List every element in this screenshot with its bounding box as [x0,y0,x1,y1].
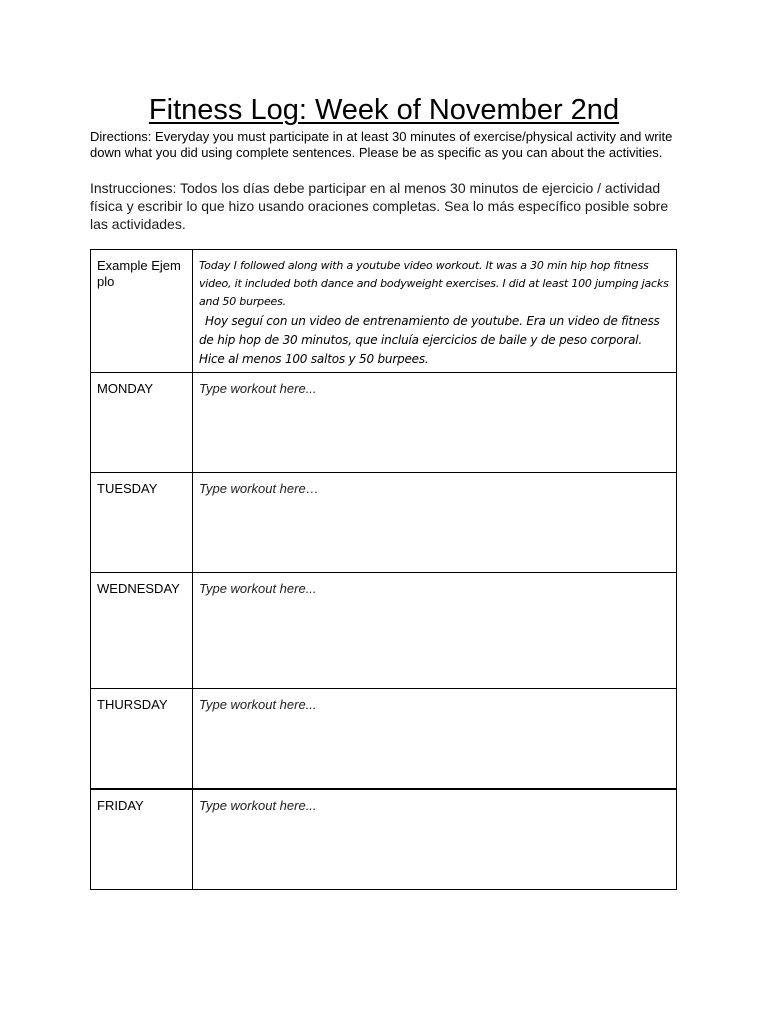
directions-spanish: Instrucciones: Todos los días debe participar en al menos 30 minutos de ejercicio / actividad física y escribir lo que hizo usando oraciones completas. Sea lo más específico posible sobre las actividades. [90,180,669,232]
workout-text-wednesday[interactable]: Type workout here... [199,581,317,596]
day-cell [91,573,193,689]
day-label-tuesday: TUESDAY [97,481,158,496]
table-row-wednesday [91,573,677,689]
workout-entry-monday[interactable] [193,373,677,473]
day-cell [91,373,193,473]
table-row-monday [91,373,677,473]
workout-entry-friday[interactable] [193,789,677,890]
page-title: Fitness Log: Week of November 2nd [148,94,620,126]
day-cell [91,473,193,573]
day-cell [91,250,193,373]
fitness-log-table [90,249,677,890]
table-row-example [91,250,677,373]
workout-entry-thursday[interactable] [193,689,677,790]
table-row-thursday [91,689,677,790]
workout-text-thursday[interactable]: Type workout here... [199,697,317,712]
workout-text-tuesday[interactable]: Type workout here… [199,481,319,496]
table-row-friday [91,789,677,890]
workout-entry-wednesday[interactable] [193,573,677,689]
day-label-friday: FRIDAY [97,798,144,813]
example-text-spanish: Hoy seguí con un video de entrenamiento de youtube. Era un video de fitness de hip hop de 30 minutos, que incluía ejercicios de baile y de peso corporal. Hice al menos 100 saltos y 50 burpees. [199,314,660,366]
day-label-thursday: THURSDAY [97,697,168,712]
example-label: Example Ejemplo [97,258,181,289]
day-cell [91,789,193,890]
directions-english: Directions: Everyday you must participate in at least 30 minutes of exercise/physical activity and write down what you did using complete sentences. Please be as specific as you can about the activities. [90,129,673,160]
workout-text-monday[interactable]: Type workout here... [199,381,317,396]
workout-entry-tuesday[interactable] [193,473,677,573]
day-label-wednesday: WEDNESDAY [97,581,180,596]
day-cell [91,689,193,790]
table-row-tuesday [91,473,677,573]
day-label-monday: MONDAY [97,381,154,396]
workout-text-friday[interactable]: Type workout here... [199,798,317,813]
entry-cell [193,250,677,373]
example-text-english: Today I followed along with a youtube video workout. It was a 30 min hip hop fitness video, it included both dance and bodyweight exercises. I did at least 100 jumping jacks and 50 burpees. [199,259,669,308]
